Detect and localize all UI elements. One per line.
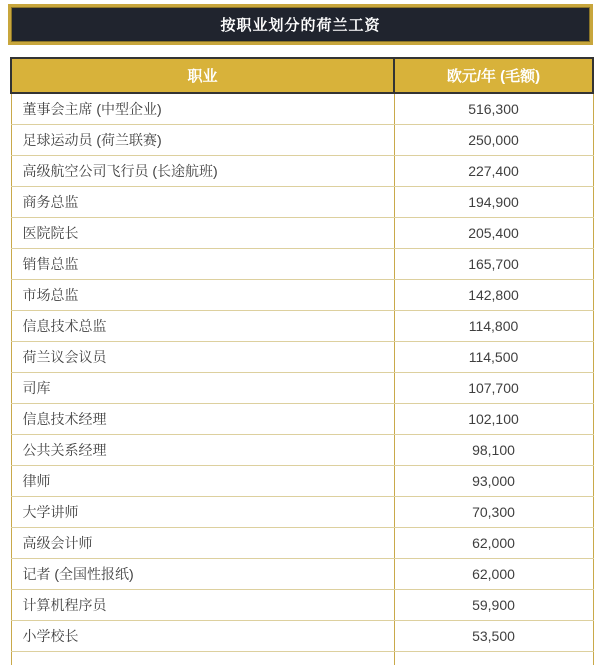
table-row <box>11 155 593 186</box>
table-row <box>11 186 593 217</box>
table-header <box>11 58 593 93</box>
occupation-cell <box>11 651 394 665</box>
salary-value-cell: 62,000 <box>394 527 593 558</box>
salary-value-cell: 516,300 <box>394 93 593 124</box>
table-row <box>11 124 593 155</box>
title-banner <box>8 4 593 45</box>
table-body <box>11 93 593 665</box>
salary-value-cell: 59,900 <box>394 589 593 620</box>
salary-value-cell: 98,100 <box>394 434 593 465</box>
occupation-cell: 大学讲师 <box>11 496 394 527</box>
column-header-occupation: 职业 <box>11 58 394 93</box>
page-title: 按职业划分的荷兰工资 <box>220 17 381 34</box>
salary-value-cell: 93,000 <box>394 465 593 496</box>
table-row <box>11 279 593 310</box>
occupation-cell: 销售总监 <box>11 248 394 279</box>
table-row <box>11 372 593 403</box>
occupation-cell: 计算机程序员 <box>11 589 394 620</box>
occupation-cell: 董事会主席 (中型企业) <box>11 93 394 124</box>
salary-value-cell: 114,800 <box>394 310 593 341</box>
table-row <box>11 93 593 124</box>
table-row <box>11 310 593 341</box>
table-row <box>11 589 593 620</box>
occupation-cell: 司库 <box>11 372 394 403</box>
table-row <box>11 217 593 248</box>
table-row <box>11 558 593 589</box>
occupation-cell: 信息技术总监 <box>11 310 394 341</box>
salary-value-cell: 250,000 <box>394 124 593 155</box>
header-row <box>11 58 593 93</box>
salary-value-cell: 205,400 <box>394 217 593 248</box>
occupation-cell: 高级航空公司飞行员 (长途航班) <box>11 155 394 186</box>
salary-value-cell: 53,500 <box>394 620 593 651</box>
column-header-salary: 欧元/年 (毛额) <box>394 58 593 93</box>
salary-value-cell: 62,000 <box>394 558 593 589</box>
occupation-cell: 商务总监 <box>11 186 394 217</box>
salary-value-cell: 227,400 <box>394 155 593 186</box>
salary-value-cell: 102,100 <box>394 403 593 434</box>
occupation-cell: 市场总监 <box>11 279 394 310</box>
occupation-cell: 医院院长 <box>11 217 394 248</box>
table-row <box>11 496 593 527</box>
table-row-partial <box>11 651 593 665</box>
table-row <box>11 403 593 434</box>
table-row <box>11 341 593 372</box>
occupation-cell: 信息技术经理 <box>11 403 394 434</box>
table-row <box>11 434 593 465</box>
occupation-cell: 公共关系经理 <box>11 434 394 465</box>
table-row <box>11 465 593 496</box>
salary-value-cell: 194,900 <box>394 186 593 217</box>
occupation-cell: 律师 <box>11 465 394 496</box>
salary-value-cell: 142,800 <box>394 279 593 310</box>
salary-value-cell: 114,500 <box>394 341 593 372</box>
table-row <box>11 527 593 558</box>
salary-table <box>10 57 594 665</box>
occupation-cell: 记者 (全国性报纸) <box>11 558 394 589</box>
occupation-cell: 小学校长 <box>11 620 394 651</box>
table-row <box>11 248 593 279</box>
salary-value-cell: 165,700 <box>394 248 593 279</box>
salary-value-cell: 107,700 <box>394 372 593 403</box>
occupation-cell: 高级会计师 <box>11 527 394 558</box>
occupation-cell: 荷兰议会议员 <box>11 341 394 372</box>
occupation-cell: 足球运动员 (荷兰联赛) <box>11 124 394 155</box>
salary-value-cell <box>394 651 593 665</box>
table-row <box>11 620 593 651</box>
salary-value-cell: 70,300 <box>394 496 593 527</box>
